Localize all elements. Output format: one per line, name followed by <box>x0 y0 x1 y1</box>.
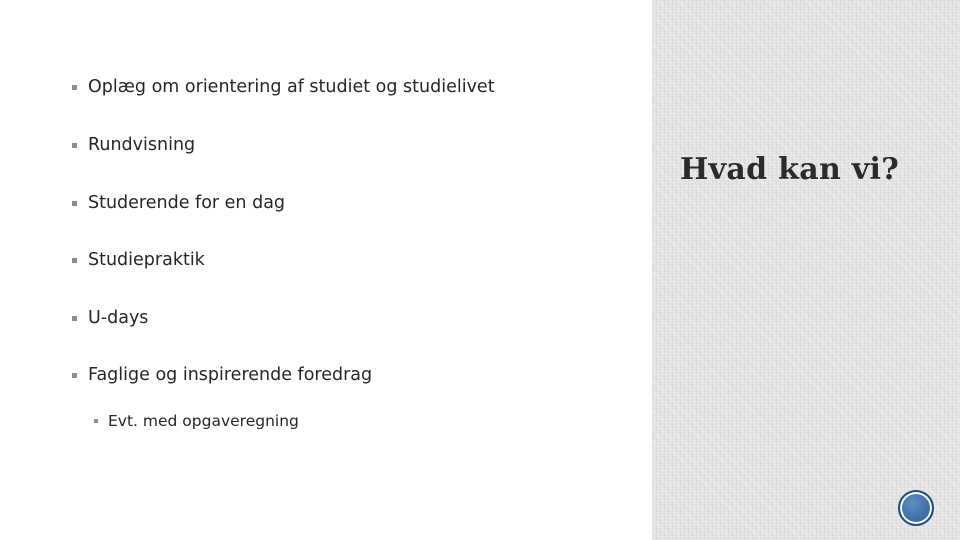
bullet-marker-icon <box>72 258 77 263</box>
bullet-marker-icon <box>94 419 98 423</box>
bullet-marker-icon <box>72 373 77 378</box>
title-panel <box>652 0 960 540</box>
bullet-item <box>72 135 195 155</box>
sub-bullet-item <box>94 412 299 430</box>
slide-title: Hvad kan vi? <box>680 152 900 187</box>
bullet-item <box>72 308 148 328</box>
bullet-item <box>72 250 205 270</box>
bullet-item <box>72 365 372 385</box>
bullet-marker-icon <box>72 201 77 206</box>
bullet-item <box>72 77 495 97</box>
bullet-marker-icon <box>72 143 77 148</box>
bullet-text: U-days <box>88 308 149 328</box>
bullet-marker-icon <box>72 316 77 321</box>
bullet-text: Studiepraktik <box>88 250 205 270</box>
circle-nav-icon[interactable] <box>898 490 934 526</box>
bullet-text: Oplæg om orientering af studiet og studielivet <box>88 77 495 97</box>
bullet-item <box>72 193 285 213</box>
bullet-text: Faglige og inspirerende foredrag <box>88 365 373 385</box>
bullet-list <box>72 0 632 540</box>
bullet-marker-icon <box>72 85 77 90</box>
bullet-text: Studerende for en dag <box>88 193 286 213</box>
bullet-text: Rundvisning <box>88 135 196 155</box>
sub-bullet-text: Evt. med opgaveregning <box>108 412 299 430</box>
